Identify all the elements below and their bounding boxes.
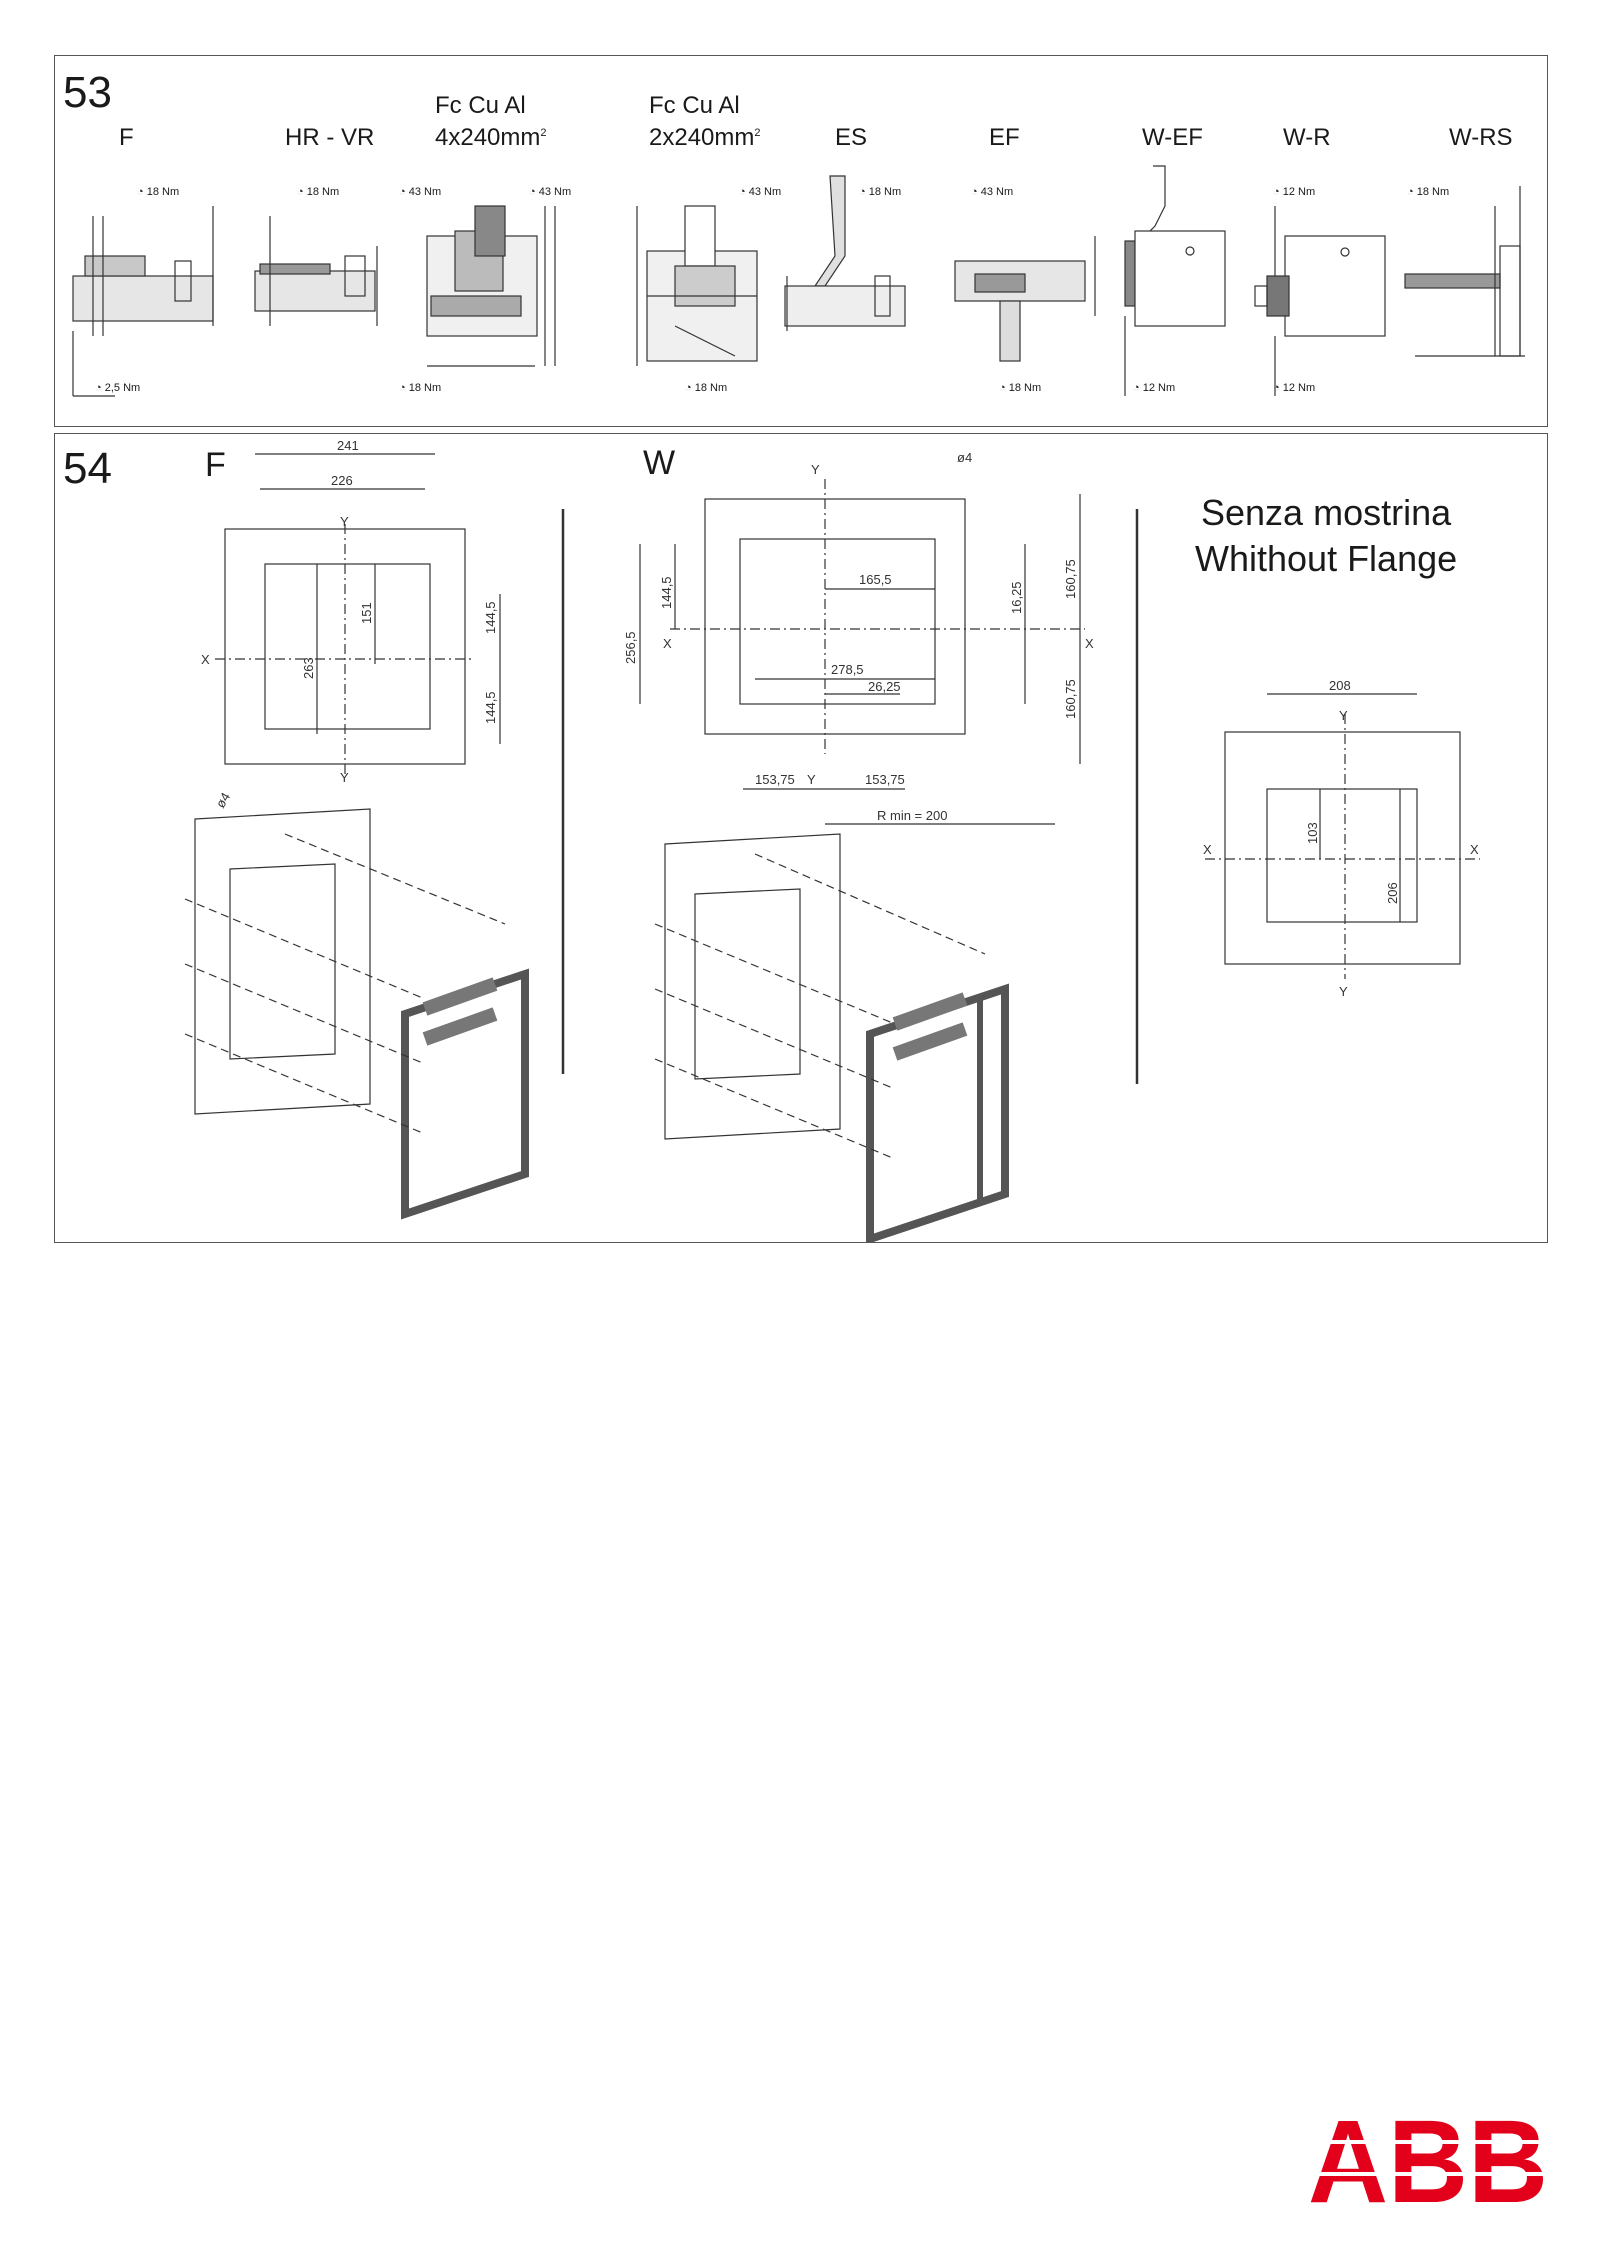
torque-fc2x-bottom: ◔ 18 Nm (685, 382, 728, 394)
dim-w-144: 144,5 (659, 576, 674, 609)
torque-ring-icon: ◔ (399, 186, 406, 198)
col-label-w-ef: W-EF (1142, 124, 1203, 151)
torque-ring-icon: ◔ (1133, 382, 1140, 394)
figure-number: 53 (63, 68, 112, 117)
terminal-ef-drawing (955, 236, 1095, 361)
figure-number: 54 (63, 444, 112, 493)
torque-w-rs-top: ◔ 18 Nm (1407, 186, 1450, 198)
torque-fc2x-top: ◔ 43 Nm (739, 186, 782, 198)
axis-nf-y: Y (1339, 708, 1348, 723)
dim-w-153-left: 153,75 (755, 772, 795, 787)
torque-ring-icon: ◔ (1273, 186, 1280, 198)
torque-fc4x-bottom: ◔ 18 Nm (399, 382, 442, 394)
torque-fc4x-top: ◔ 43 Nm (399, 186, 442, 198)
torque-w-r-bottom: ◔ 12 Nm (1273, 382, 1316, 394)
torque-f-bottom: ◔ 2,5 Nm (95, 382, 141, 394)
no-flange-title-en: Whithout Flange (1195, 538, 1458, 579)
torque-ring-icon: ◔ (1273, 382, 1280, 394)
terminal-fc-2x-drawing (637, 206, 757, 366)
axis-w-y: Y (811, 462, 820, 477)
cutout-drawings (55, 434, 1547, 1242)
cutout-f-drawing (185, 454, 525, 1214)
torque-ring-icon: ◔ (297, 186, 304, 198)
cutout-no-flange-drawing (1205, 694, 1480, 979)
dim-w-26: 26,25 (868, 679, 901, 694)
torque-es-top: ◔ 18 Nm (859, 186, 902, 198)
torque-ring-icon: ◔ (1407, 186, 1414, 198)
dim-f-outer-width: 241 (337, 438, 359, 453)
terminal-w-r-drawing (1255, 206, 1385, 396)
dim-nf-h-outer: 206 (1385, 882, 1400, 904)
axis-nf-y-bottom: Y (1339, 984, 1348, 999)
cutout-w-label: W (643, 444, 676, 482)
col-label-w-r: W-R (1283, 124, 1331, 151)
dim-f-half-bottom: 144,5 (483, 691, 498, 724)
dim-w-256: 256,5 (623, 631, 638, 664)
torque-fc4x-top2: ◔ 43 Nm (529, 186, 572, 198)
svg-text:ABB: ABB (1308, 2110, 1548, 2210)
dim-w-160-bottom: 160,75 (1063, 679, 1078, 719)
axis-nf-x: X (1203, 842, 1212, 857)
terminal-fc-4x-drawing (427, 206, 555, 366)
torque-ring-icon: ◔ (399, 382, 406, 394)
col-label-fc-4x-section: $4x240mm^2$ (435, 124, 547, 151)
axis-f-x: X (201, 652, 210, 667)
torque-ring-icon: ◔ (95, 382, 102, 394)
terminal-w-rs-drawing (1405, 186, 1525, 356)
dim-w-160-top: 160,75 (1063, 559, 1078, 599)
dim-f-h-inner: 151 (359, 602, 374, 624)
col-label-w-rs: W-RS (1449, 124, 1513, 151)
torque-ring-icon: ◔ (859, 186, 866, 198)
torque-w-ef-bottom: ◔ 12 Nm (1133, 382, 1176, 394)
dim-f-half-top: 144,5 (483, 601, 498, 634)
cutout-f-label: F (205, 446, 226, 484)
axis-w-y-bottom: Y (807, 772, 816, 787)
col-label-hr-vr: HR - VR (285, 124, 375, 151)
dim-w-rmin: R min = 200 (877, 808, 948, 823)
dim-w-278: 278,5 (831, 662, 864, 677)
terminal-schematics (55, 56, 1547, 426)
axis-w-x: X (663, 636, 672, 651)
terminal-w-ef-drawing (1125, 166, 1225, 396)
no-flange-title-it: Senza mostrina (1201, 492, 1452, 533)
torque-w-r-top: ◔ 12 Nm (1273, 186, 1316, 198)
col-label-ef: EF (989, 124, 1020, 151)
dim-nf-h-inner: 103 (1305, 822, 1320, 844)
figure-53-panel (54, 55, 1548, 427)
torque-ring-icon: ◔ (529, 186, 536, 198)
dim-f-h-outer: 263 (301, 657, 316, 679)
axis-w-x-right: X (1085, 636, 1094, 651)
dim-nf-width: 208 (1329, 678, 1351, 693)
terminal-hr-vr-drawing (255, 216, 377, 326)
torque-ef-top: ◔ 43 Nm (971, 186, 1014, 198)
terminal-es-drawing (785, 176, 905, 331)
torque-ef-bottom: ◔ 18 Nm (999, 382, 1042, 394)
axis-f-y-bottom: Y (340, 770, 349, 785)
dim-f-hole: ø4 (212, 789, 234, 811)
torque-ring-icon: ◔ (739, 186, 746, 198)
col-label-fc-2x-section: $2x240mm^2$ (649, 124, 761, 151)
dim-w-153-right: 153,75 (865, 772, 905, 787)
torque-f-top: ◔ 18 Nm (137, 186, 180, 198)
axis-nf-x-right: X (1470, 842, 1479, 857)
torque-ring-icon: ◔ (137, 186, 144, 198)
terminal-f-drawing (73, 206, 213, 396)
dim-w-hole: ø4 (957, 450, 973, 465)
figure-54-panel (54, 433, 1548, 1243)
col-label-f: F (119, 124, 134, 151)
dim-w-16: 16,25 (1009, 581, 1024, 614)
dim-f-inner-width: 226 (331, 473, 353, 488)
col-label-fc-4x: Fc Cu Al (435, 92, 526, 119)
dim-w-165: 165,5 (859, 572, 892, 587)
col-label-fc-2x: Fc Cu Al (649, 92, 740, 119)
abb-logo (1308, 2110, 1548, 2210)
torque-ring-icon: ◔ (971, 186, 978, 198)
col-label-es: ES (835, 124, 868, 151)
axis-f-y: Y (340, 514, 349, 529)
torque-hr-vr-top: ◔ 18 Nm (297, 186, 340, 198)
torque-ring-icon: ◔ (999, 382, 1006, 394)
torque-ring-icon: ◔ (685, 382, 692, 394)
